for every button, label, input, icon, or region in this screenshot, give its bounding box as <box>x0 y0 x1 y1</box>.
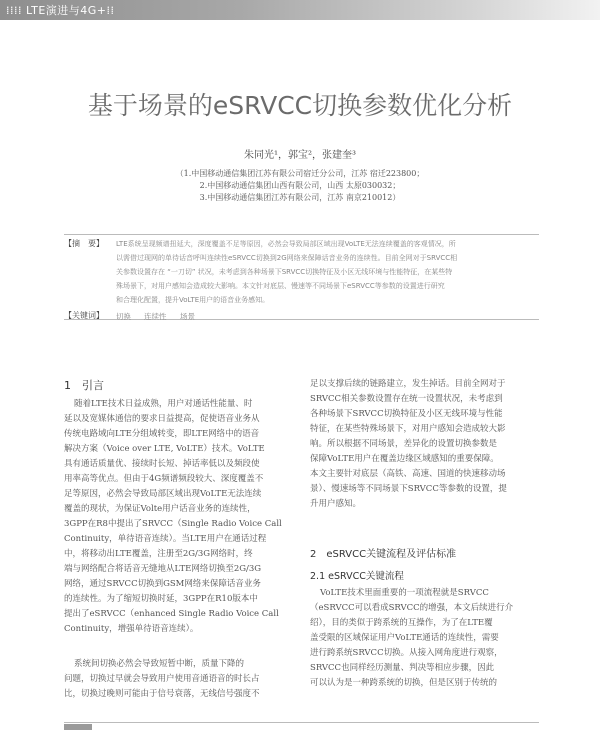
body-line: 网络，通过SRVCC切换到GSM网络来保障话音业务 <box>64 579 261 589</box>
body-line: 的连续性。为了缩短切换时延，3GPP在R10版本中 <box>64 594 258 604</box>
body-line: 3GPP在R8中提出了SRVCC（Single Radio Voice Call <box>64 519 282 529</box>
keyword-item: 切换 <box>116 312 131 321</box>
abstract-line: 以需借过现网的单待话音呼叫连续性eSRVCC切换到2G网络来保障话音业务的连续性。目前全网对于SRVCC相 <box>116 254 458 262</box>
body-line: 绍），目的类似于跨系统的互操作，为了在LTE覆 <box>310 618 493 628</box>
body-line: 保障VoLTE用户在覆盖边缘区域感知的重要保障。 <box>310 454 499 464</box>
body-line: 响。所以根据不同场景，差异化的设置切换参数是 <box>310 439 498 449</box>
paper-title: 基于场景的eSRVCC切换参数优化分析 <box>87 91 513 120</box>
body-line: 可以认为是一种跨系统的切换，但是区别于传统的 <box>310 678 498 688</box>
body-line: 中，将移动出LTE覆盖，注册至2G/3G网络时，终 <box>64 549 253 559</box>
body-line: 景）、慢速场等不同场景下SRVCC等参数的设置，提 <box>310 484 507 494</box>
affiliation-3: 3.中国移动通信集团江苏有限公司，江苏 南京210012） <box>199 193 401 202</box>
body-line: （eSRVCC可以看成SRVCC的增强，本文后续进行介 <box>310 603 514 613</box>
affiliation-1: （1.中国移动通信集团江苏有限公司宿迁分公司，江苏 宿迁223800； <box>175 169 425 178</box>
body-line: 足以支撑后续的链路建立，发生掉话。目前全网对于 <box>310 379 506 389</box>
body-line: 具有通话质量优、接续时长短、掉话率低以及频段使 <box>64 459 260 469</box>
body-line: 盖受限的区域保证用户VoLTE通话的连续性，需要 <box>310 633 499 643</box>
authors: 朱同光¹，郭宝²，张建奎³ <box>243 150 357 161</box>
body-line: Continuity，增强单待语音连续）。 <box>64 624 199 634</box>
abstract-line: 关参数设置存在 “一刀切” 状况，未考虑到各种场景下SRVCC切换特征及小区无线环境与性能特征，在某些特 <box>116 268 453 276</box>
body-line: 提出了eSRVCC（enhanced Single Radio Voice Call <box>64 609 279 619</box>
section-2-1-heading: 2.1 eSRVCC关键流程 <box>310 571 404 582</box>
body-line: 覆盖的现状，为保证Volte用户话音业务的连续性， <box>64 504 256 514</box>
body-line: VoLTE技术里面重要的一项流程就是SRVCC <box>320 588 489 598</box>
keyword-item: 场景 <box>180 312 195 321</box>
body-line: 足等原因，必然会导致局部区域出现VoLTE无法连续 <box>64 489 262 499</box>
body-line: 延以及宽媒体通信的要求日益提高，促使语音业务从 <box>64 414 260 424</box>
header-text: ⁞⁞⁞⁞ LTE演进与4G+⁞⁞ <box>6 4 115 17</box>
body-line: 系统间切换必然会导致短暂中断，质量下降的 <box>74 659 245 669</box>
body-line: 传统电路域向LTE分组域转变，即LTE网络中的语音 <box>64 429 260 439</box>
keyword-item: 连续性 <box>144 312 167 321</box>
section-1-heading: 1 引言 <box>64 379 104 392</box>
footer-page-tab <box>64 724 92 730</box>
body-line: SRVCC相关参数设置存在统一设置状况，未考虑到 <box>310 394 503 404</box>
header-bar <box>0 0 600 20</box>
abstract-line: 和合理化配置，提升VoLTE用户的语音业务感知。 <box>116 296 270 304</box>
body-line: 端与网络配合将话音无缝地从LTE网络切换至2G/3G <box>64 564 262 574</box>
body-line: 本文主要针对底层（高铁、高速、国道的快速移动场 <box>310 469 506 479</box>
affiliation-2: 2.中国移动通信集团山西有限公司，山西 太原030032； <box>199 181 401 190</box>
body-line: Continuity，单待语音连续）。当LTE用户在通话过程 <box>64 534 267 544</box>
abstract-line: 殊场景下，对用户感知会造成较大影响。本文针对底层、慢速等不同场景下eSRVCC等参数的设置进行研究 <box>116 282 445 290</box>
body-line: 解决方案（Voice over LTE, VoLTE）技术。VoLTE <box>64 444 265 454</box>
body-line: 升用户感知。 <box>310 499 362 509</box>
body-line: 进行跨系统SRVCC切换。从接入网角度进行观察， <box>310 648 503 658</box>
abstract-label: 【摘 要】 <box>64 239 104 248</box>
body-line: 各种场景下SRVCC切换特征及小区无线环境与性能 <box>310 409 503 419</box>
footer-rule <box>64 722 539 723</box>
section-2-heading: 2 eSRVCC关键流程及评估标准 <box>310 549 457 560</box>
body-line: SRVCC也同样经历测量、判决等相应步骤，因此 <box>310 663 495 673</box>
body-line: 随着LTE技术日益成熟，用户对通话性能量、时 <box>74 399 253 409</box>
body-line: 比，切换过晚则可能由于信号衰落，无线信号强度不 <box>64 689 260 699</box>
body-line: 用率高等优点。但由于4G频谱频段较大、深度覆盖不 <box>64 474 264 484</box>
body-line: 特征，在某些特殊场景下，对用户感知会造成较大影 <box>310 424 506 434</box>
body-line: 问题，切换过早就会导致用户使用音通语音的时长占 <box>64 674 260 684</box>
abstract-line: LTE系统呈现频谱扭延大，深度覆盖不足等原因，必然会导致局部区域出现VoLTE无法连续覆盖的客观情况，所 <box>116 240 456 248</box>
keywords-label: 【关键词】 <box>64 311 104 320</box>
